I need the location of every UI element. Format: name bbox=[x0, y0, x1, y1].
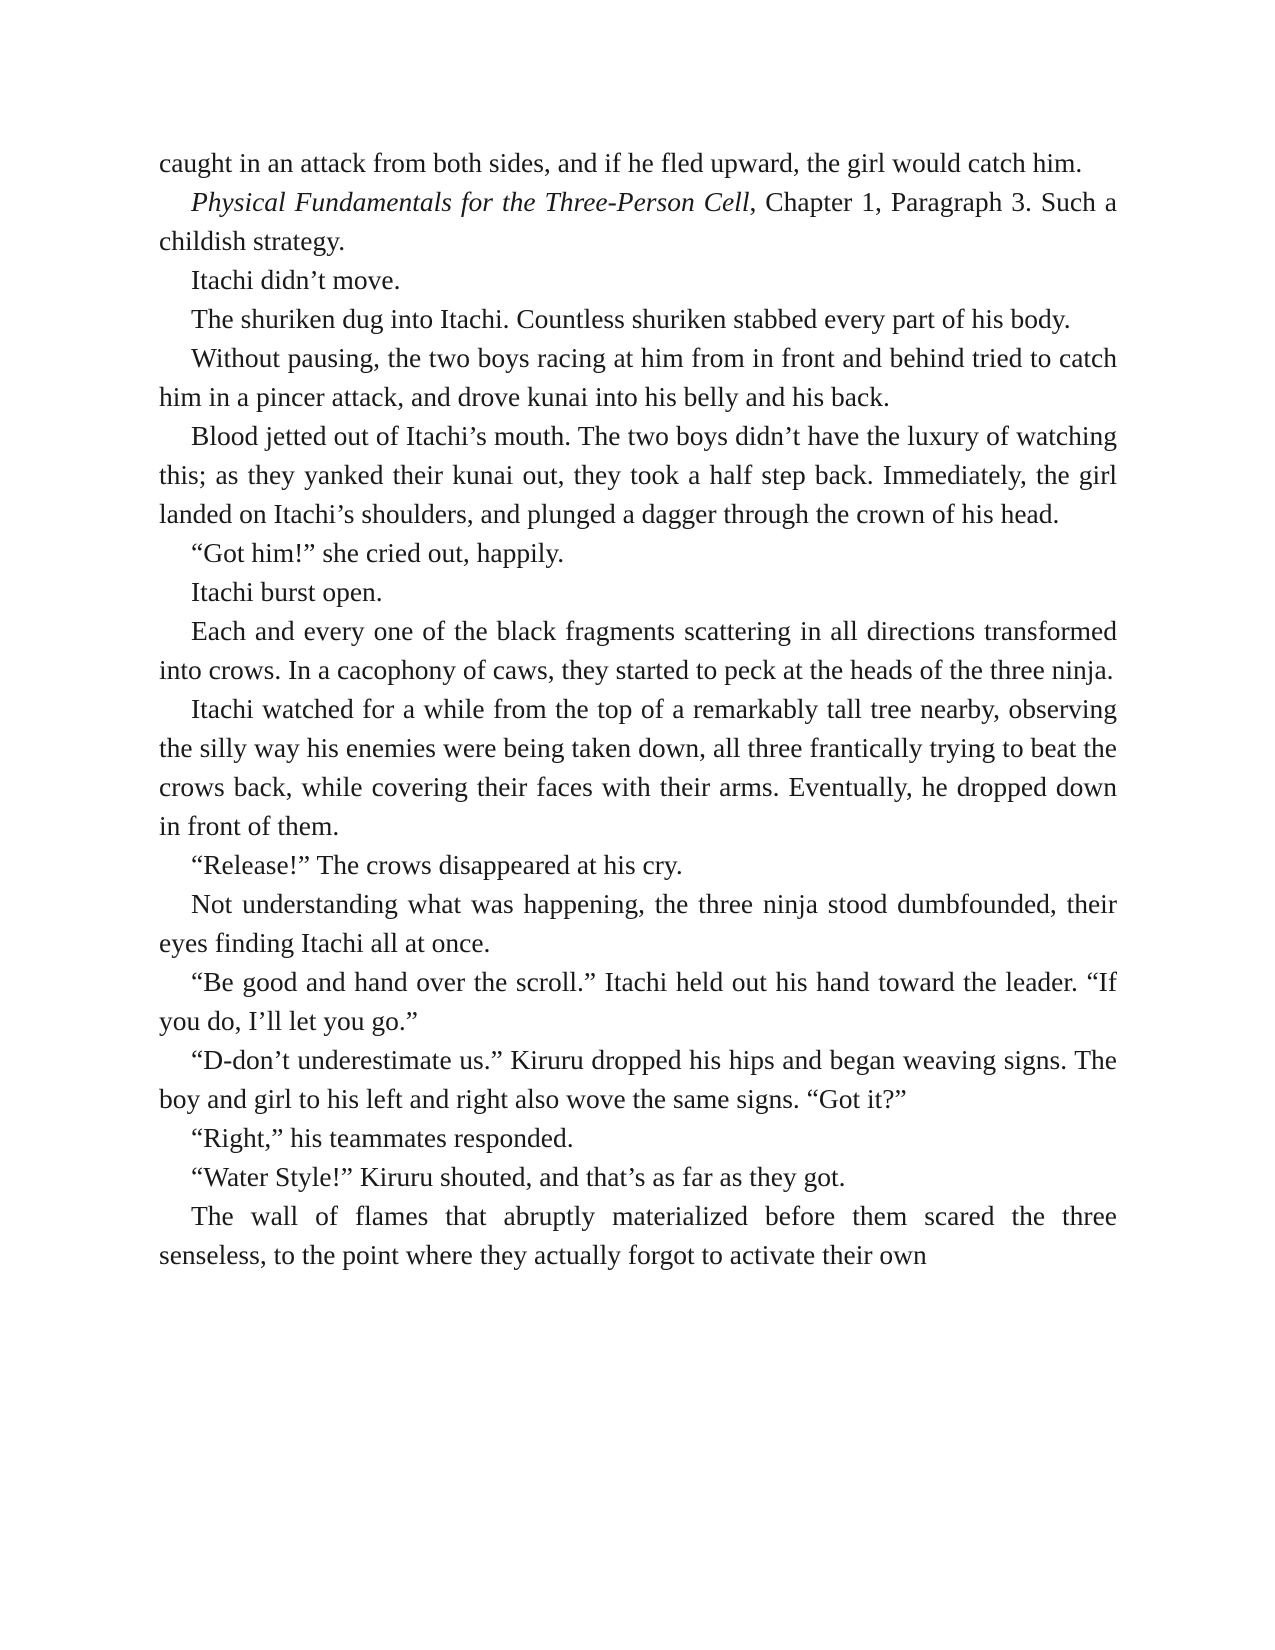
paragraph-10: Itachi watched for a while from the top of a remarkably tall tree nearby, observing the silly way his enemies were being taken down, all three frantically trying to beat the crows back, while covering their faces with their arms. Eventually, he dropped down in front of them. bbox=[159, 693, 1117, 841]
paragraph-11: “Release!” The crows disappeared at his cry. bbox=[191, 849, 683, 880]
paragraph-5: Without pausing, the two boys racing at him from in front and behind tried to catch him in a pincer attack, and drove kunai into his belly and his back. bbox=[159, 342, 1117, 412]
paragraph-1: caught in an attack from both sides, and if he fled upward, the girl would catch him. bbox=[159, 147, 1083, 178]
paragraph-8: Itachi burst open. bbox=[191, 576, 383, 607]
paragraph-16: “Water Style!” Kiruru shouted, and that’s as far as they got. bbox=[191, 1161, 846, 1192]
paragraph-15: “Right,” his teammates responded. bbox=[191, 1122, 574, 1153]
paragraph-17: The wall of flames that abruptly materialized before them scared the three senseless, to the point where they actually forgot to activate their own bbox=[159, 1200, 1117, 1270]
paragraph-14: “D-don’t underestimate us.” Kiruru dropped his hips and began weaving signs. The boy and girl to his left and right also wove the same signs. “Got it?” bbox=[159, 1044, 1117, 1114]
paragraph-7: “Got him!” she cried out, happily. bbox=[191, 537, 565, 568]
paragraph-6: Blood jetted out of Itachi’s mouth. The two boys didn’t have the luxury of watching this; as they yanked their kunai out, they took a half step back. Immediately, the girl landed on Itachi’s shoulders, and plunged a dagger through the crown of his head. bbox=[159, 420, 1117, 529]
paragraph-2 bbox=[159, 182, 1117, 260]
paragraph-3: Itachi didn’t move. bbox=[191, 264, 401, 295]
paragraph-9: Each and every one of the black fragments scattering in all directions transformed into crows. In a cacophony of caws, they started to peck at the heads of the three ninja. bbox=[159, 615, 1117, 685]
paragraph-2-text: , Chapter 1, Paragraph 3. Such a childish strategy. bbox=[159, 186, 1117, 256]
book-title: Physical Fundamentals for the Three-Person Cell bbox=[191, 186, 750, 217]
paragraph-12: Not understanding what was happening, the three ninja stood dumbfounded, their eyes finding Itachi all at once. bbox=[159, 888, 1117, 958]
paragraph-13: “Be good and hand over the scroll.” Itachi held out his hand toward the leader. “If you do, I’ll let you go.” bbox=[159, 966, 1117, 1036]
book-page bbox=[159, 143, 1117, 1274]
paragraph-4: The shuriken dug into Itachi. Countless shuriken stabbed every part of his body. bbox=[191, 303, 1071, 334]
